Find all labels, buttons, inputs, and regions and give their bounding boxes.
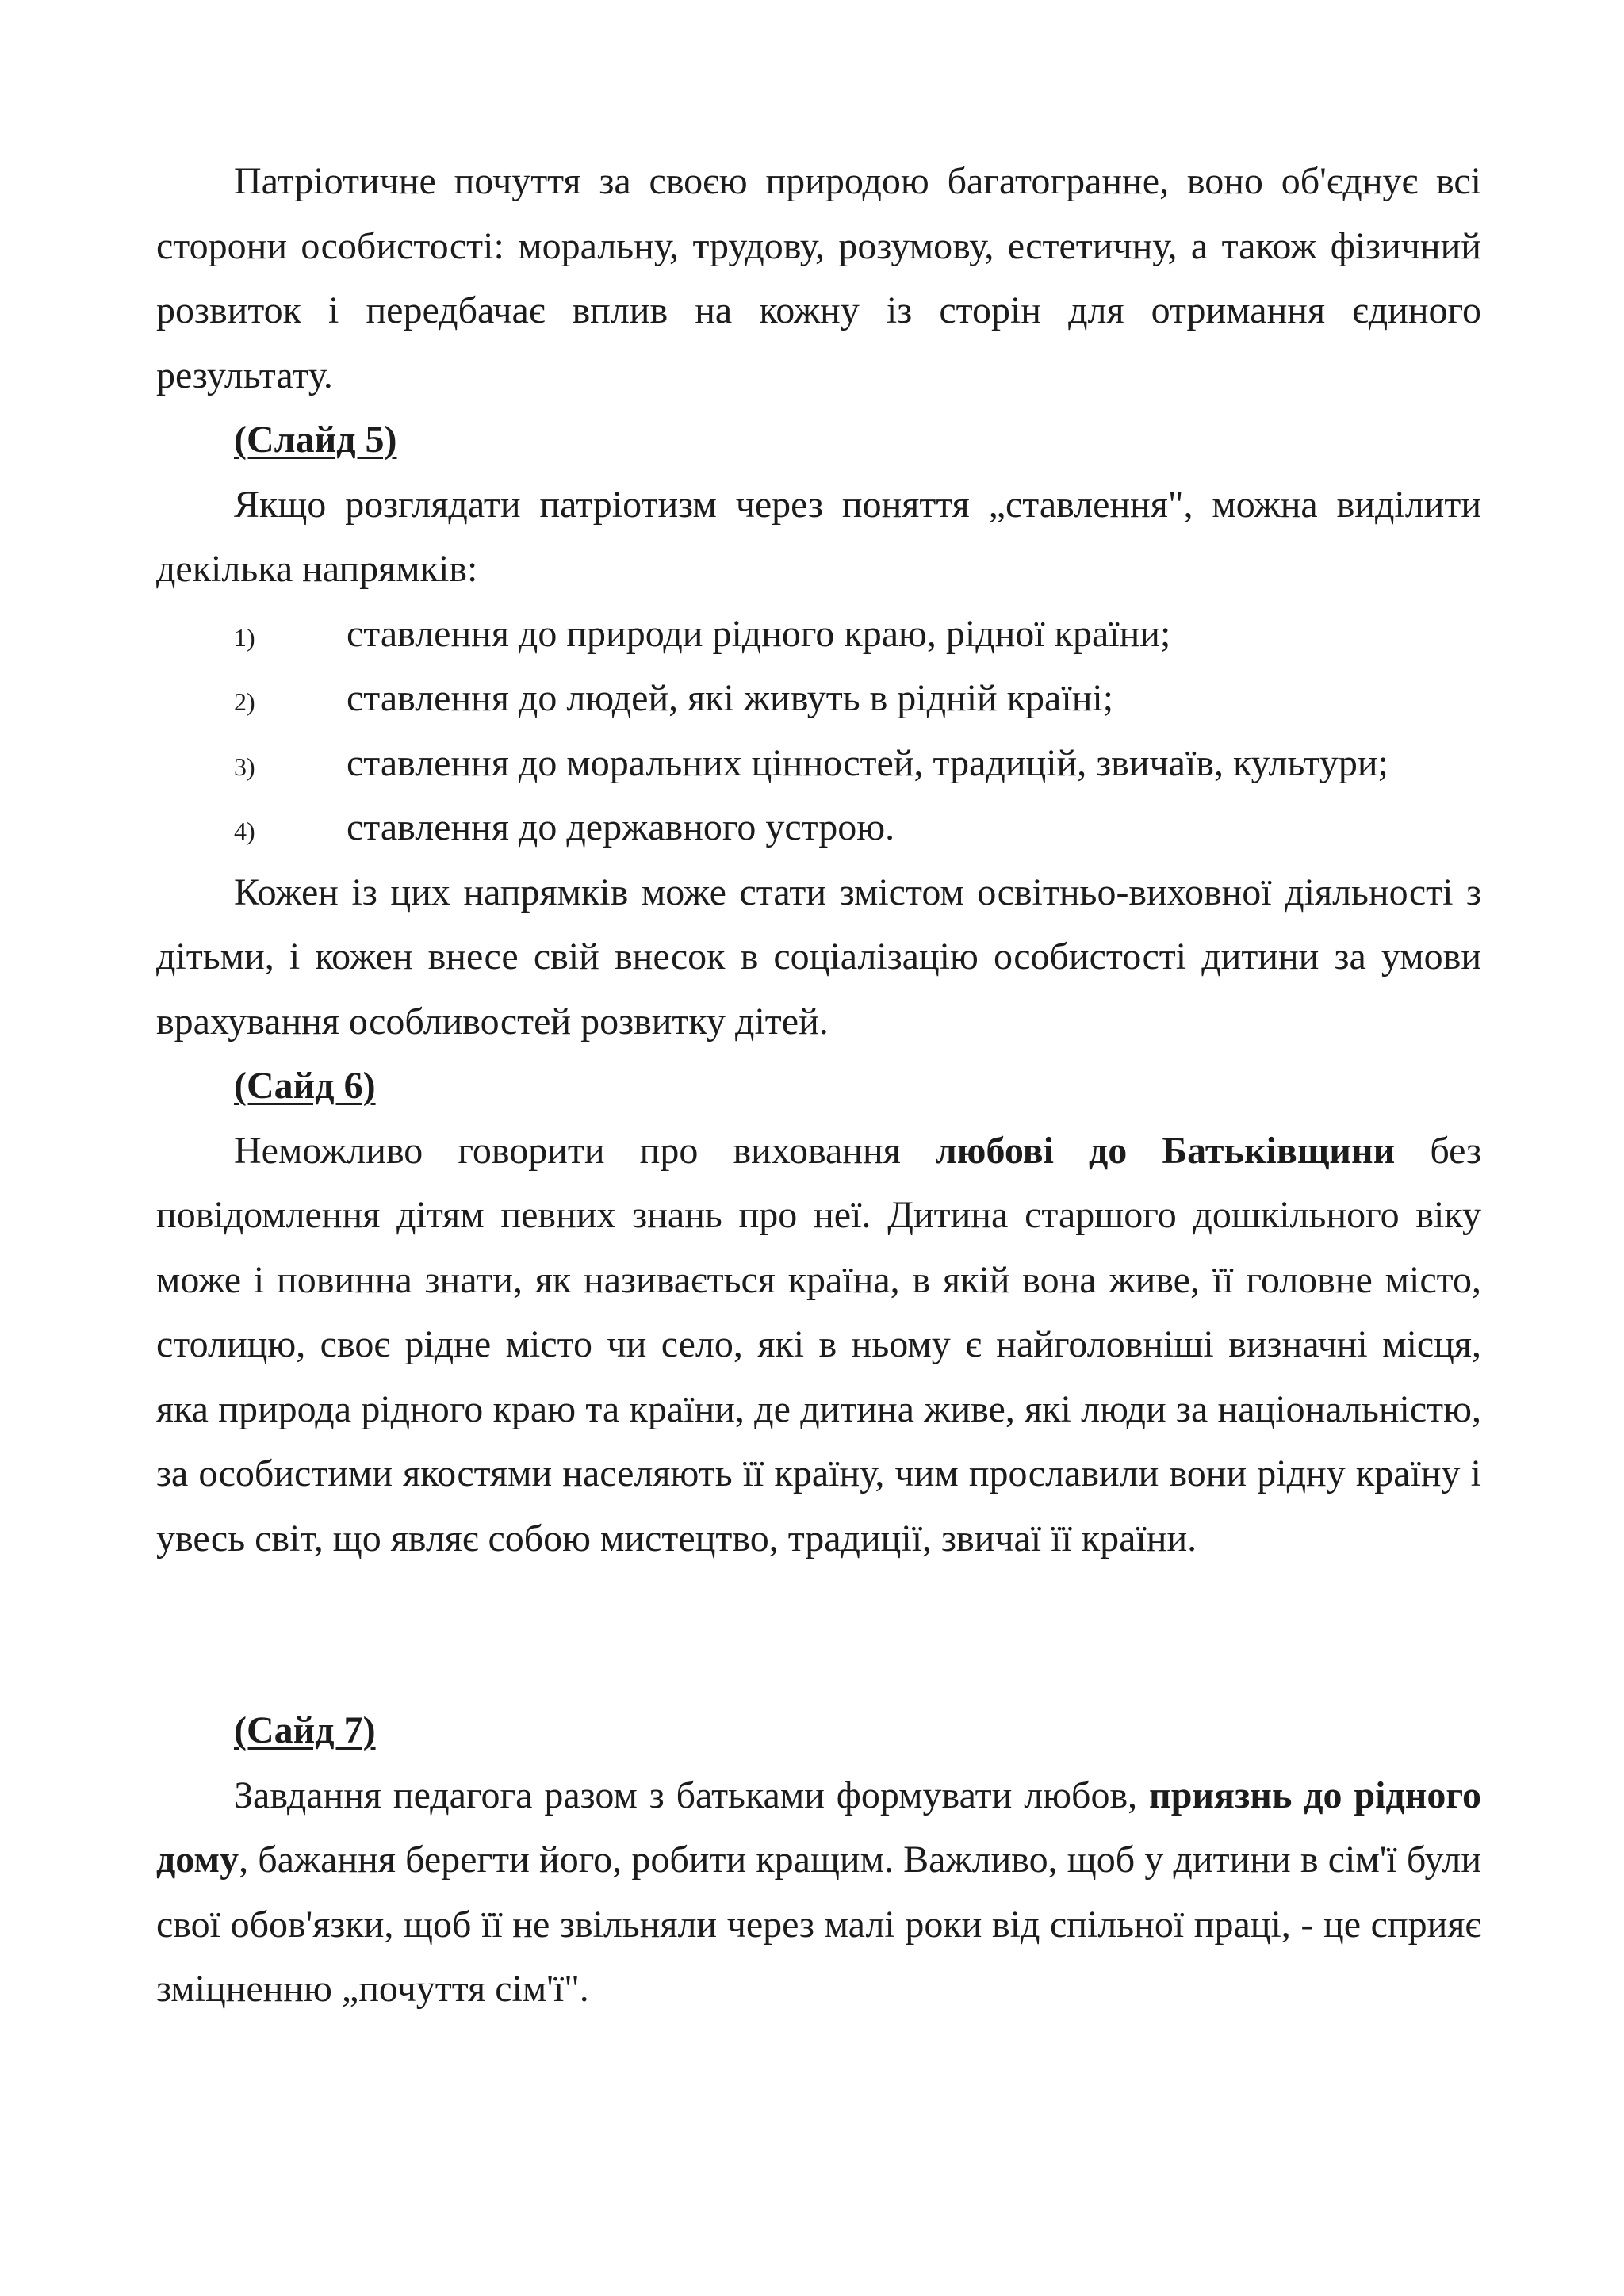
paragraph-love-for-homeland (156, 1119, 1481, 1571)
heading-slide-5: (Слайд 5) (234, 419, 397, 461)
list-item-number: 4) (234, 817, 255, 845)
paragraph-attitude-directions: Якщо розглядати патріотизм через поняття „ставлення", можна виділити декілька напрямків: (156, 483, 1481, 590)
list-item-text: ставлення до людей, які живуть в рідній країні; (347, 677, 1114, 719)
list-item-text: ставлення до моральних цінностей, традицій, звичаїв, культури; (347, 741, 1388, 784)
paragraph-text: Неможливо говорити про виховання (234, 1129, 936, 1172)
paragraph-educational-activity: Кожен із цих напрямків може стати змістом освітньо-виховної діяльності з дітьми, і кожен внесе свій внесок в соціалізацію особистості дитини за умови врахування особливостей розвитку дітей. (156, 871, 1481, 1043)
bold-phrase-love-of-home: приязнь до рідного дому (156, 1774, 1481, 1881)
list-item-text: ставлення до державного устрою. (347, 806, 895, 848)
list-item (156, 666, 1481, 731)
document-page (156, 149, 1481, 2022)
paragraph-teacher-task (156, 1763, 1481, 2022)
list-item (156, 795, 1481, 860)
directions-list (156, 602, 1481, 860)
list-item-number: 3) (234, 752, 255, 781)
blank-space (156, 1571, 1481, 1698)
list-item-number: 1) (234, 622, 255, 652)
list-item-text: ставлення до природи рідного краю, рідної країни; (347, 612, 1171, 655)
paragraph-text: без повідомлення дітям певних знань про неї. Дитина старшого дошкільного віку може і повинна знати, як називається країна, в якій вона живе, її головне місто, столицю, своє рідне місто чи село, які в ньому є найголовніші визначні місця, яка природа рідного краю та країни, де дитина живе, які люди за національністю, за особистими якостями населяють її країну, чим прославили вони рідну країну і увесь світ, що являє собою мистецтво, традиції, звичаї її країни. (156, 1129, 1482, 1559)
list-item (156, 602, 1481, 667)
heading-slide-6: (Сайд 6) (234, 1065, 376, 1107)
paragraph-text: , бажання берегти його, робити кращим. Важливо, щоб у дитини в сім'ї були свої обов'язки, щоб її не звільняли через малі роки від спільної праці, - це сприяє зміцненню „почуття сім'ї". (156, 1839, 1481, 2010)
heading-slide-7: (Сайд 7) (234, 1709, 376, 1751)
bold-phrase-love-for-homeland: любові до Батьківщини (935, 1129, 1396, 1172)
list-item-number: 2) (234, 687, 255, 716)
paragraph-text: Завдання педагога разом з батьками формувати любов, (234, 1774, 1150, 1816)
paragraph-patriotic-feeling: Патріотичне почуття за своєю природою багатогранне, воно об'єднує всі сторони особистості: моральну, трудову, розумову, естетичну, а також фізичний розвиток і передбачає вплив на кожну із сторін для отримання єдиного результату. (156, 160, 1481, 396)
list-item (156, 731, 1481, 796)
